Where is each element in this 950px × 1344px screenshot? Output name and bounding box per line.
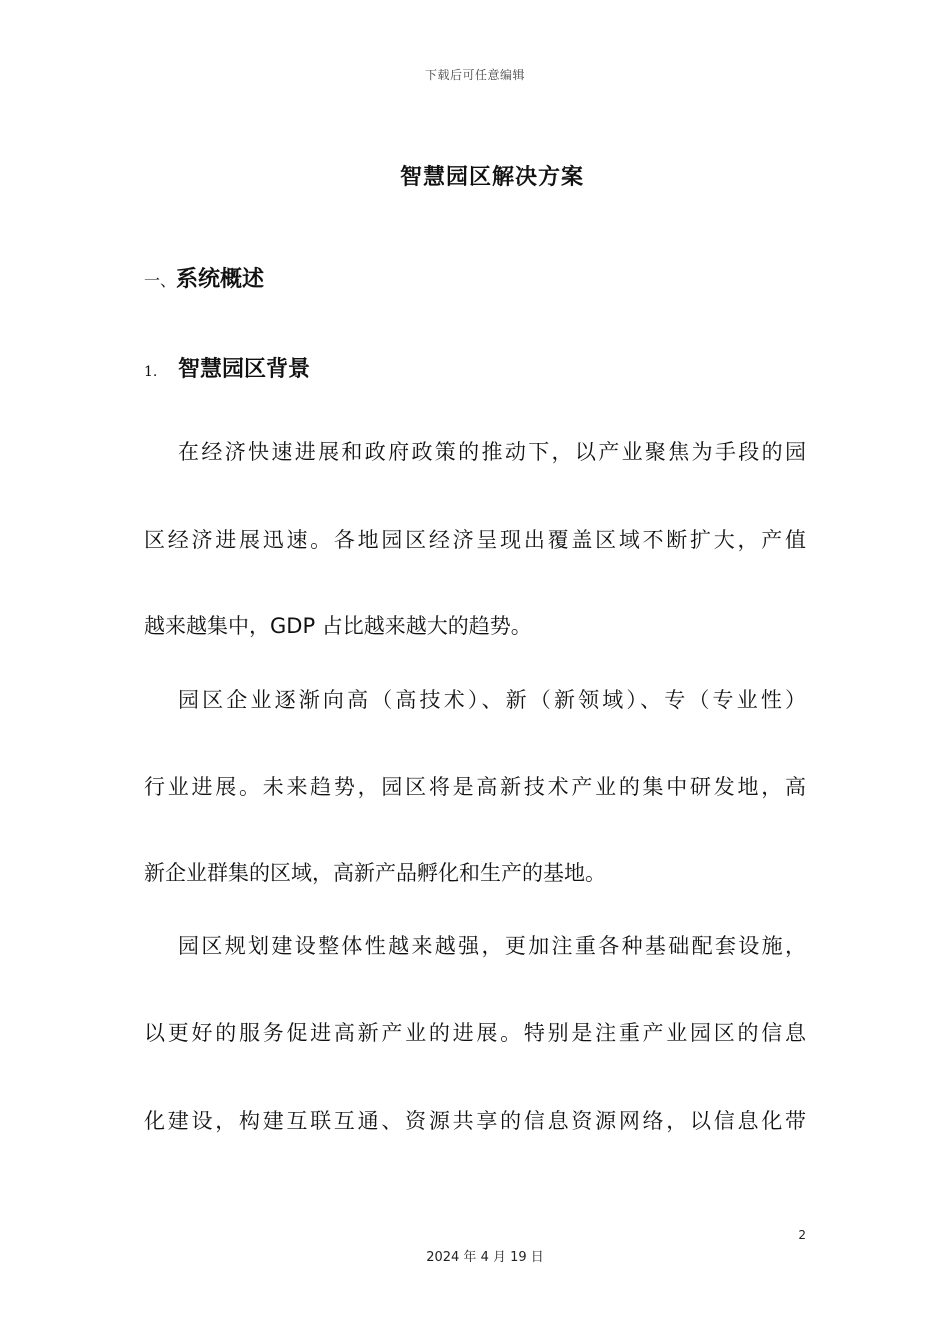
page-number: 2 xyxy=(798,1228,806,1242)
section-heading xyxy=(144,262,264,293)
paragraph-line: 在经济快速进展和政府政策的推动下，以产业聚焦为手段的园 xyxy=(178,440,806,464)
paragraph-line: 化建设，构建互联互通、资源共享的信息资源网络，以信息化带 xyxy=(144,1109,806,1133)
section-number: 一、 xyxy=(144,271,177,290)
footer-date: 2024 年 4 月 19 日 xyxy=(426,1250,544,1265)
subsection-title: 智慧园区背景 xyxy=(178,357,311,382)
paragraph-line: 以更好的服务促进高新产业的进展。特别是注重产业园区的信息 xyxy=(144,1021,806,1045)
paragraph-line: 新企业群集的区域，高新产品孵化和生产的基地。 xyxy=(144,861,606,885)
section-title: 系统概述 xyxy=(176,267,265,292)
subsection-number: 1. xyxy=(144,364,158,380)
paragraph-line: 行业进展。未来趋势，园区将是高新技术产业的集中研发地，高 xyxy=(144,775,806,799)
paragraph-line: 区经济进展迅速。各地园区经济呈现出覆盖区域不断扩大，产值 xyxy=(144,528,806,552)
document-title: 智慧园区解决方案 xyxy=(399,165,584,190)
paragraph-line: 越来越集中，GDP 占比越来越大的趋势。 xyxy=(144,614,532,638)
subsection-heading xyxy=(144,352,310,383)
header-note: 下载后可任意编辑 xyxy=(424,68,525,82)
paragraph-line: 园区规划建设整体性越来越强，更加注重各种基础配套设施， xyxy=(178,934,806,958)
paragraph-line: 园区企业逐渐向高（高技术）、新（新领域）、专（专业性） xyxy=(178,688,806,712)
